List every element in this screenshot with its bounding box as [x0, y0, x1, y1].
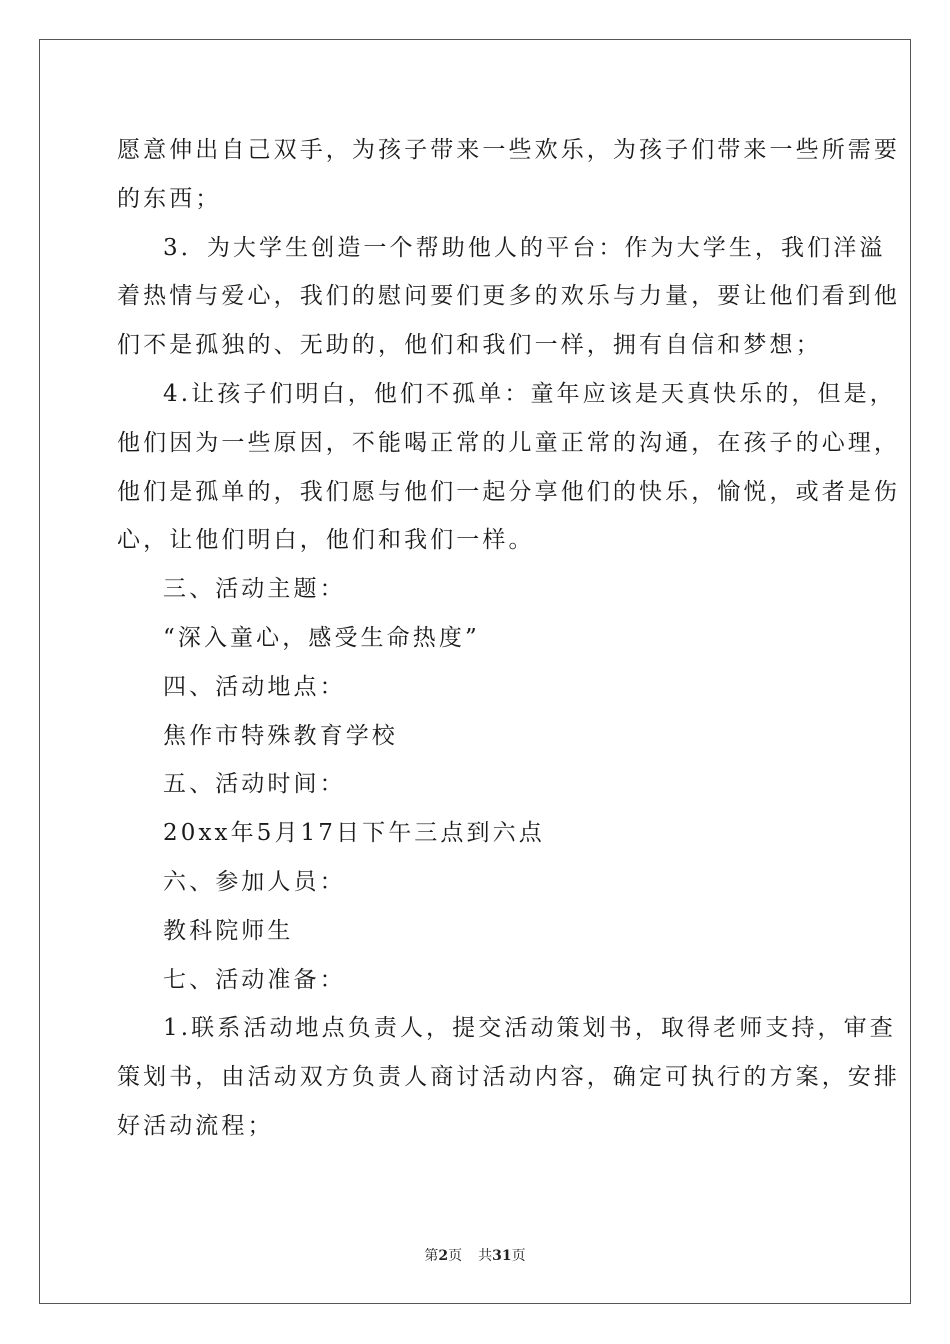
- line-text: 五、活动时间：: [163, 771, 346, 798]
- text-line: [117, 321, 837, 370]
- text-line: [117, 907, 837, 956]
- page-number: 2: [438, 1248, 449, 1264]
- text-line: [117, 175, 837, 224]
- line-text: 六、参加人员：: [163, 868, 346, 895]
- line-text: 着热情与爱心，我们的慰问要们更多的欢乐与力量，要让他们看到他: [117, 283, 900, 310]
- text-line: [117, 468, 900, 517]
- page-prefix: 第: [424, 1248, 439, 1264]
- line-text: 1.联系活动地点负责人，提交活动策划书，取得老师支持，审查: [163, 1015, 896, 1042]
- text-line: [117, 1004, 896, 1053]
- text-line: [117, 419, 900, 468]
- line-text: 他们是孤单的，我们愿与他们一起分享他们的快乐，愉悦，或者是伤: [117, 478, 900, 505]
- text-line: [117, 712, 837, 761]
- text-line: [117, 614, 837, 663]
- page-suffix: 页: [448, 1248, 463, 1264]
- line-text: 七、活动准备：: [163, 966, 346, 993]
- line-text: 好活动流程；: [117, 1112, 274, 1139]
- line-text: 4.让孩子们明白，他们不孤单：童年应该是天真快乐的，但是，: [163, 380, 896, 407]
- line-text: 焦作市特殊教育学校: [163, 722, 398, 749]
- document-body: [117, 126, 900, 1151]
- total-prefix: 共: [478, 1248, 493, 1264]
- page-footer: [0, 1245, 950, 1265]
- line-text: 三、活动主题：: [163, 576, 346, 603]
- line-text: 的东西；: [117, 185, 222, 212]
- total-suffix: 页: [511, 1248, 526, 1264]
- total-pages: 31: [492, 1248, 512, 1264]
- text-line: [117, 272, 900, 321]
- line-text: 他们因为一些原因，不能喝正常的儿童正常的沟通，在孩子的心理，: [117, 429, 900, 456]
- section-heading: [117, 663, 837, 712]
- line-text: 20xx年5月17日下午三点到六点: [163, 820, 545, 847]
- section-heading: [117, 956, 837, 1005]
- line-text: 四、活动地点：: [163, 673, 346, 700]
- line-text: 心，让他们明白，他们和我们一样。: [117, 527, 535, 554]
- text-line: [117, 1053, 900, 1102]
- line-text: 3．为大学生创造一个帮助他人的平台：作为大学生，我们洋溢: [163, 234, 886, 261]
- section-heading: [117, 760, 837, 809]
- line-text: 策划书，由活动双方负责人商讨活动内容，确定可执行的方案，安排: [117, 1064, 900, 1091]
- text-line: [117, 224, 886, 273]
- text-line: [117, 809, 837, 858]
- section-heading: [117, 565, 837, 614]
- line-text: 们不是孤独的、无助的，他们和我们一样，拥有自信和梦想；: [117, 332, 822, 359]
- text-line: [117, 126, 900, 175]
- line-text: 教科院师生: [163, 917, 294, 944]
- section-heading: [117, 858, 837, 907]
- text-line: [117, 1102, 837, 1151]
- line-text: 愿意伸出自己双手，为孩子带来一些欢乐，为孩子们带来一些所需要: [117, 137, 900, 163]
- text-line: [117, 370, 896, 419]
- line-text: “深入童心，感受生命热度”: [163, 624, 480, 651]
- text-line: [117, 516, 837, 565]
